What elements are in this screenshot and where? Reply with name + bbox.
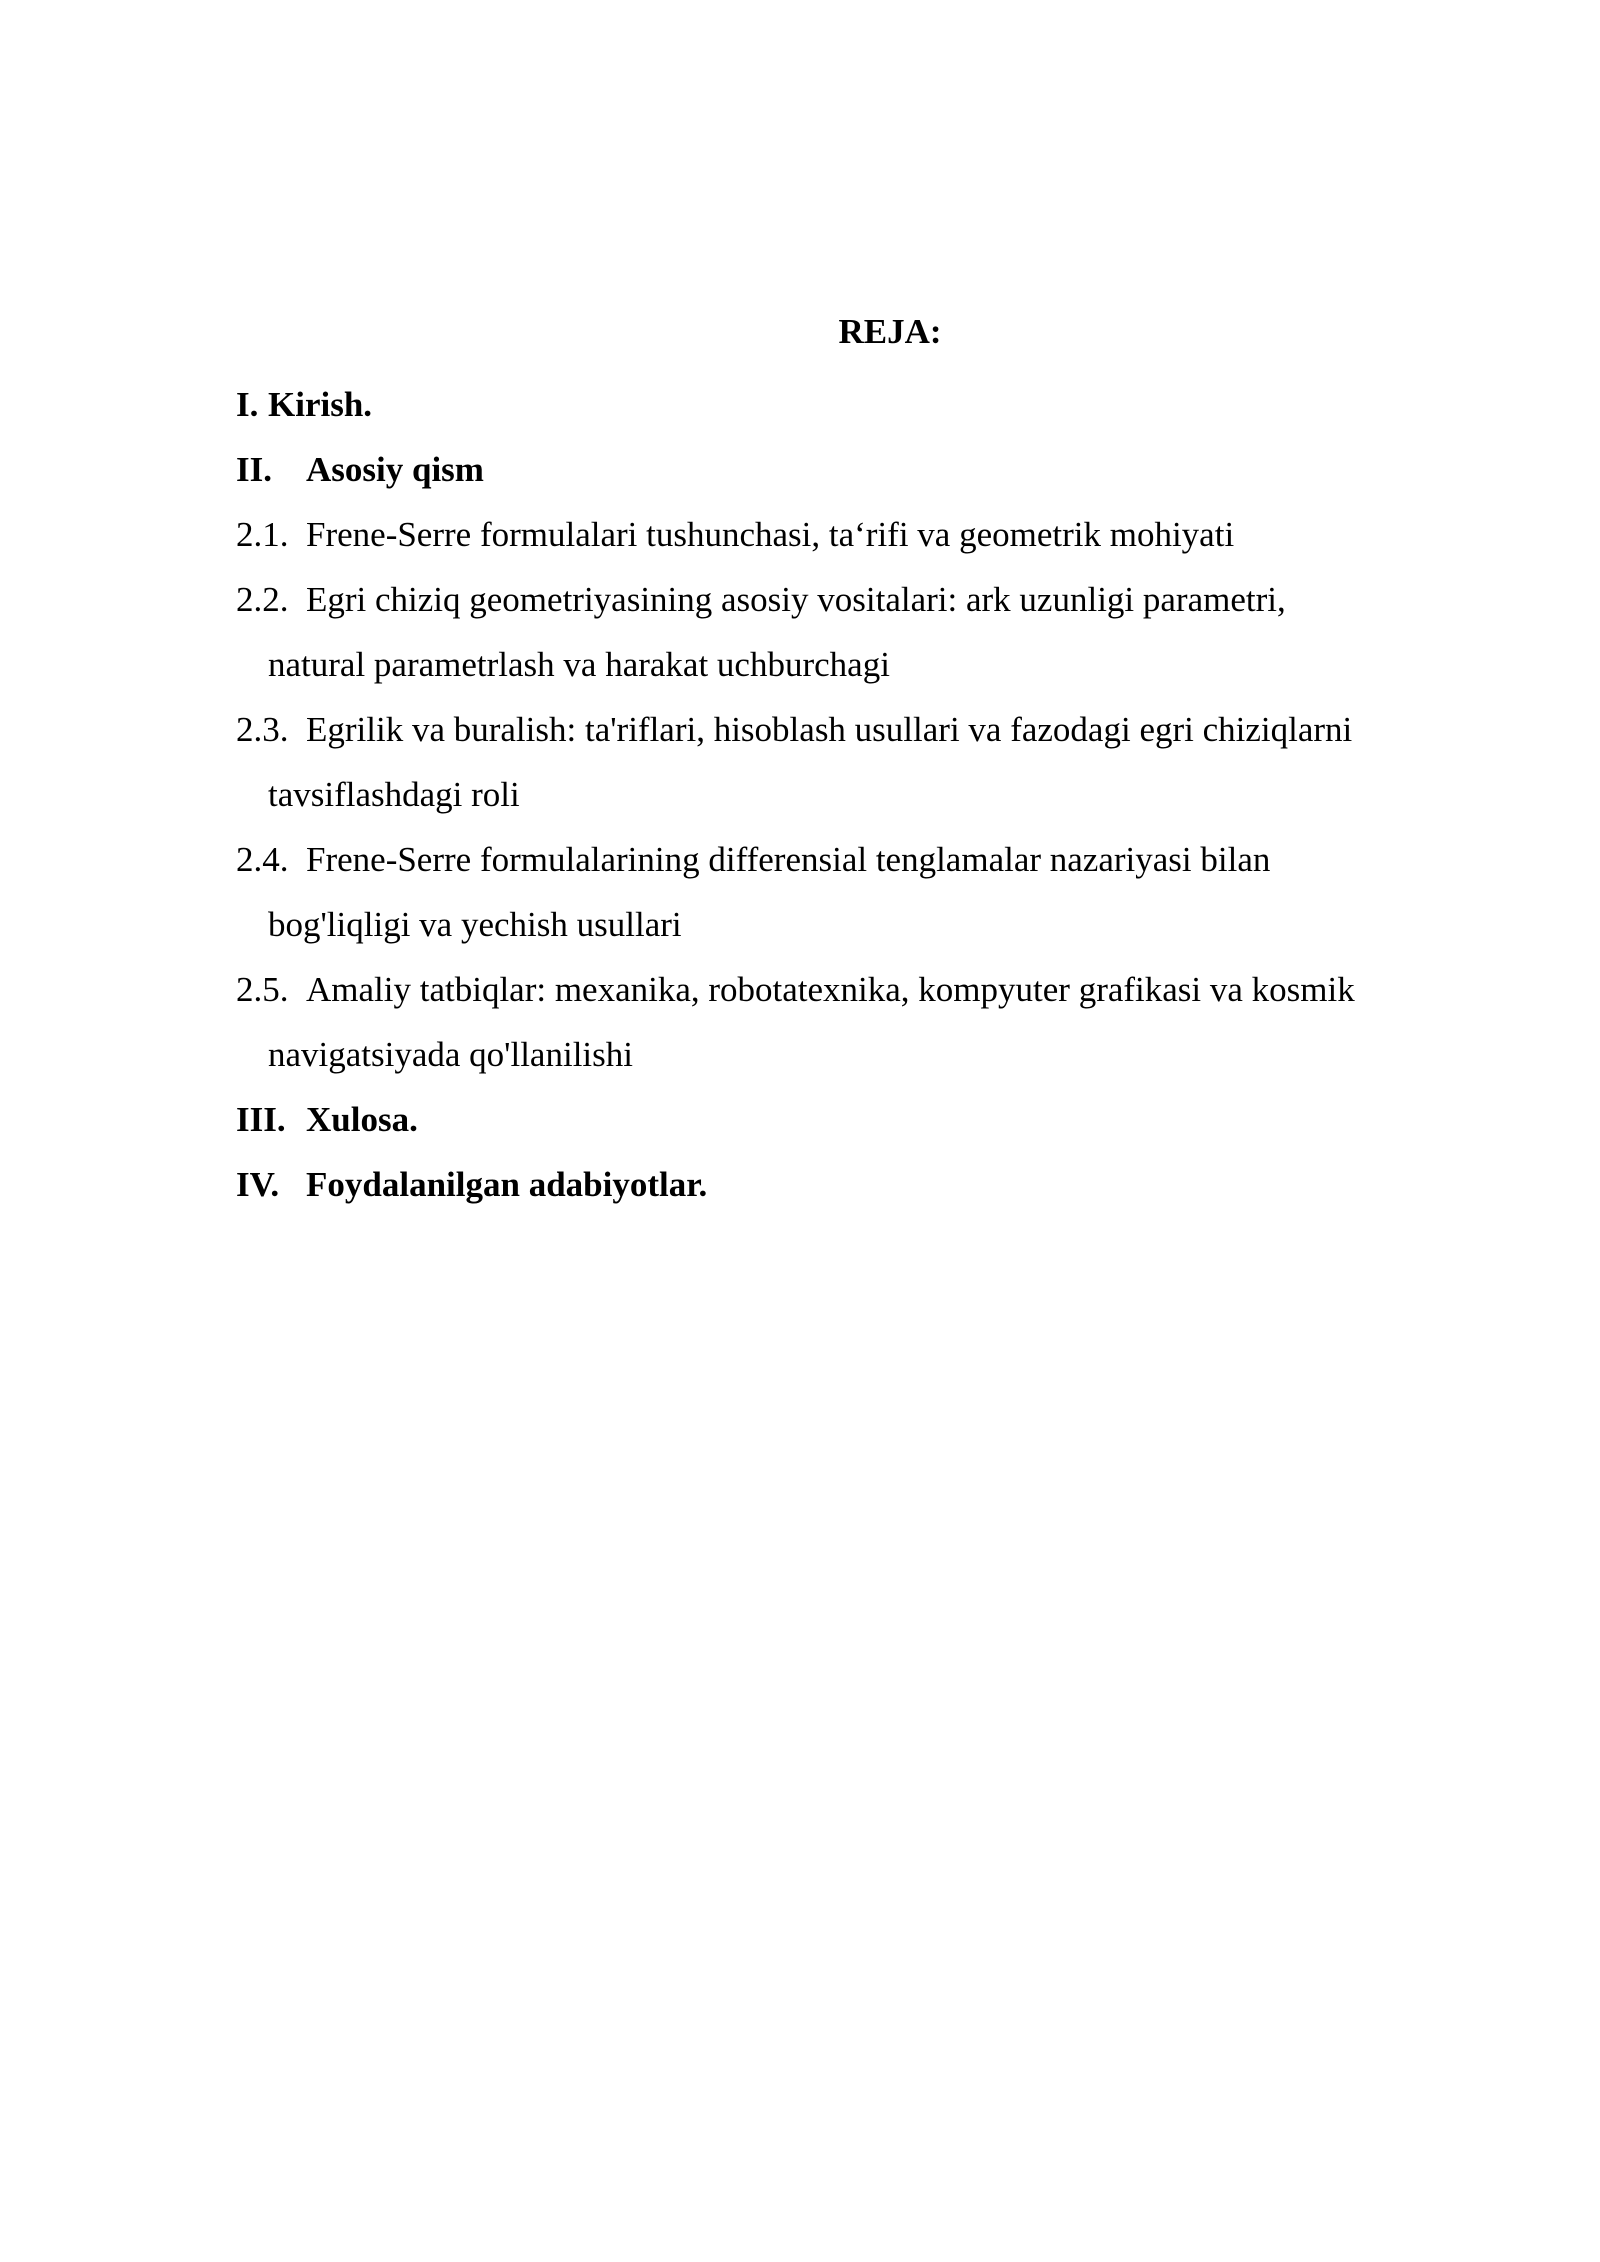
toc-item-text: Foydalanilgan adabiyotlar. [306,1165,708,1204]
toc-subitem-2-2-continuation: natural parametrlash va harakat uchburchagi [268,645,890,684]
toc-item-number: 2.3. [236,710,289,749]
toc-item-text: Egrilik va buralish: ta'riflari, hisoblash usullari va fazodagi egri chiziqlarni [306,710,1353,749]
toc-item-number: IV. [236,1165,280,1204]
toc-subitem-2-1 [236,502,1466,567]
toc-subitem-2-4 [236,827,1466,892]
toc-subitem-2-3 [236,697,1466,762]
toc-item-text: Egri chiziq geometriyasining asosiy vositalari: ark uzunligi parametri, [306,580,1286,619]
toc-item-text: Xulosa. [306,1100,418,1139]
toc-item-number: II. [236,450,272,489]
toc-item-text: Frene-Serre formulalarining differensial tenglamalar nazariyasi bilan [306,840,1271,879]
toc-item-number: III. [236,1100,286,1139]
toc-item-number: 2.5. [236,970,289,1009]
toc-item-number: I. [236,385,259,424]
toc-subitem-2-4-continuation: bog'liqligi va yechish usullari [268,905,682,944]
toc-subitem-2-2 [236,567,1466,632]
toc-item-text: Kirish. [268,385,373,424]
toc-item-introduction [236,372,1466,437]
toc-item-main-part [236,437,1466,502]
toc-subitem-2-3-continuation: tavsiflashdagi roli [268,775,520,814]
toc-item-references [236,1152,1466,1217]
toc-subitem-2-5-continuation: navigatsiyada qo'llanilishi [268,1035,633,1074]
toc-subitem-2-5 [236,957,1466,1022]
toc-item-text: Amaliy tatbiqlar: mexanika, robotatexnika, kompyuter grafikasi va kosmik [306,970,1355,1009]
toc-item-number: 2.1. [236,515,289,554]
toc-item-number: 2.2. [236,580,289,619]
table-of-contents [236,372,1466,1217]
page-title: REJA: [838,312,942,351]
toc-item-conclusion [236,1087,1466,1152]
toc-item-text: Asosiy qism [306,450,484,489]
toc-item-number: 2.4. [236,840,289,879]
toc-item-text: Frene-Serre formulalari tushunchasi, ta‘rifi va geometrik mohiyati [306,515,1235,554]
